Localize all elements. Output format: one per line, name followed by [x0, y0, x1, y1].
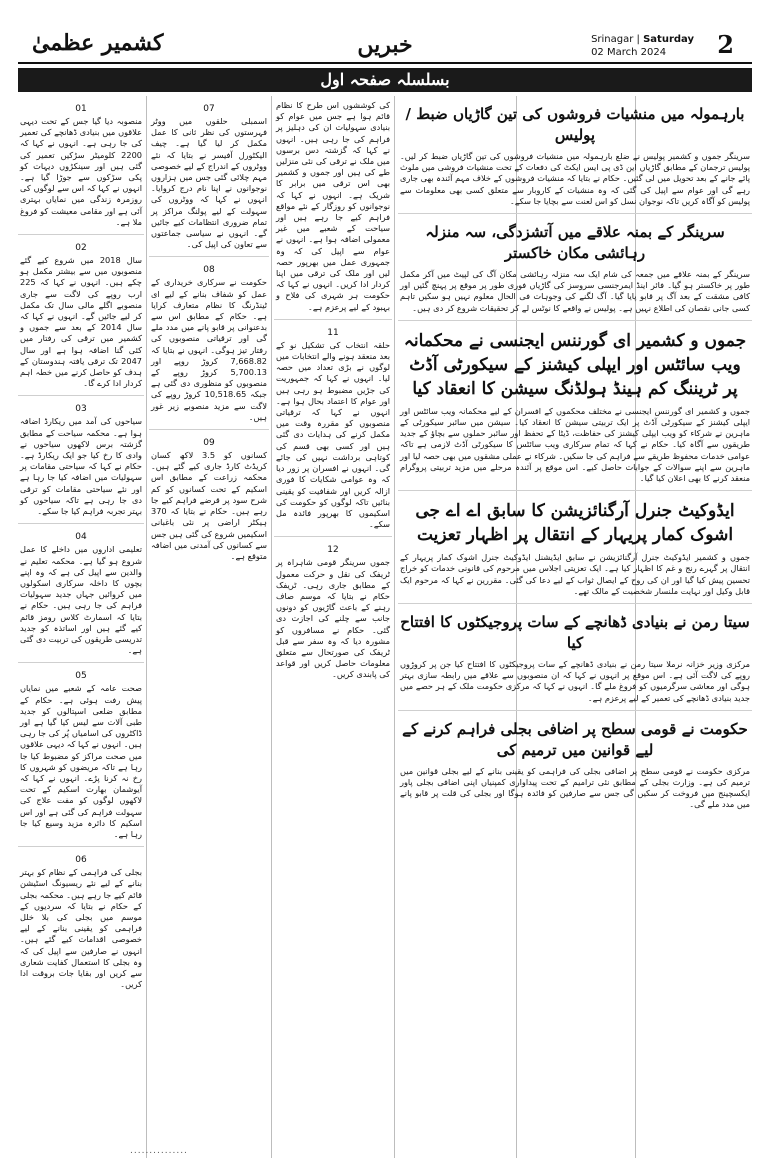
story-body: سرینگر کے بمنہ علاقے میں جمعہ کی شام ایک سہ منزلہ رہائشی مکان آگ کی لپیٹ میں آکر مکمل طور پر خاکستر ہو گیا۔ فائر اینڈ ایمرجنسی سروسز کی گاڑیاں فوری طور پر موقع پر پہنچ گئیں اور کافی مشقت کے بعد آگ پر قابو پایا گیا۔ آگ لگنے کی وجوہات فی الحال معلوم نہیں ہو سکیں تاہم کسی جانی نقصان کی اطلاع نہیں ہے۔ پولیس نے واقعے کا نوٹس لے کر تحقیقات شروع کر دی ہیں۔: [400, 269, 750, 313]
story-number: 04: [75, 532, 87, 543]
continued-story: [149, 96, 269, 256]
page-number: 2: [717, 30, 734, 59]
continued-story: [18, 662, 144, 846]
story-number: 01: [75, 104, 87, 114]
newspaper-logo: کشمیر عظمیٰ: [32, 30, 164, 56]
story-body: اسمبلی حلقوں میں ووٹر فہرستوں کی نظر ثانی کا عمل مکمل کر لیا گیا ہے۔ چیف الیکٹورل آفیسر نے بتایا کہ نئے ووٹروں کے اندراج کے لیے خصوصی مہم چلائی گئی جس میں ہزاروں نوجوانوں نے اپنا نام درج کروایا۔ انہوں نے کہا کہ ووٹروں کی سہولت کے لیے پولنگ مراکز پر تمام ضروری انتظامات کیے جائیں گے۔ انہوں نے سیاسی جماعتوں سے تعاون کی اپیل کی۔: [151, 116, 267, 250]
story-body: منصوبہ دیا گیا جس کے تحت دیہی علاقوں میں بنیادی ڈھانچے کی تعمیر کی جا رہی ہے۔ انہوں نے کہا کہ 2200 کلومیٹر سڑکیں تعمیر کی گئی ہیں اور سینکڑوں دیہات کو پکی سڑکوں سے جوڑا گیا ہے۔ انہوں نے کہا کہ اس سے لوگوں کی روزمرہ زندگی میں نمایاں بہتری آئی ہے اور مقامی معیشت کو فروغ ملا ہے۔: [20, 116, 142, 227]
story-headline: سیتا رمن نے بنیادی ڈھانچے کے سات پروجیکٹوں کا افتتاح کیا: [400, 613, 750, 653]
columns-area: [18, 96, 752, 1158]
story-headline: سرینگر کے بمنہ علاقے میں آتشزدگی، سہ منزلہ رہائشی مکان خاکستر: [425, 223, 725, 263]
story: [398, 213, 752, 320]
story-body: کی کوششوں اس طرح کا نظام قائم ہوا ہے جس میں عوام کو بنیادی سہولیات ان کی دہلیز پر فراہم کی جا رہی ہیں۔ انہوں نے کہا کہ گزشتہ دس برسوں میں ملک نے ترقی کی نئی منزلیں طے کی ہیں اور جموں و کشمیر بھی اس ترقی میں برابر کا شریک ہے۔ انہوں نے کہا کہ نوجوانوں کو روزگار کے نئے مواقع فراہم کیے جا رہے ہیں اور سیاحت کے شعبے میں غیر معمولی اضافہ ہوا ہے۔ انہوں نے عوام سے اپیل کی کہ وہ جمہوری عمل میں بھرپور حصہ لیں اور ملک کی ترقی میں اپنا کردار ادا کریں۔ انہوں نے کہا کہ حکومت ہر شہری کی فلاح و بہبود کے لیے پرعزم ہے۔: [276, 100, 390, 312]
continued-banner: بسلسلہ صفحہ اول: [18, 68, 752, 92]
story-headline: حکومت نے قومی سطح پر اضافی بجلی فراہم کرنے کے لیے قوانین میں ترمیم کی: [402, 719, 748, 759]
footer-row: [18, 1148, 752, 1158]
continued-story: [18, 96, 144, 234]
continued-story: [274, 536, 392, 686]
story-body: تعلیمی اداروں میں داخلے کا عمل شروع ہو گیا ہے۔ محکمہ تعلیم نے والدین سے اپیل کی ہے کہ وہ اپنے بچوں کا داخلہ سرکاری اسکولوں میں کروائیں جہاں جدید سہولیات فراہم کی جا رہی ہیں۔ حکام نے بتایا کہ اسمارٹ کلاس رومز قائم کیے گئے ہیں اور اساتذہ کو جدید تدریسی طریقوں کی تربیت دی گئی ہے۔: [20, 544, 142, 656]
story: [398, 710, 752, 817]
main-stories-column: [398, 96, 752, 1158]
story-number: 11: [327, 327, 339, 338]
story-number: 09: [203, 438, 215, 449]
story-body: جموں و کشمیر ایڈوکیٹ جنرل آرگنائزیشن نے سابق ایڈیشنل ایڈوکیٹ جنرل اشوک کمار پریہار کے انتقال پر گہرے رنج و غم کا اظہار کیا ہے۔ ایک تعزیتی اجلاس میں مرحوم کی قانونی خدمات کو خراج تحسین پیش کیا گیا اور ان کی روح کے ایصال ثواب کے لیے دعا کی گئی۔ مقررین نے کہا کہ مرحوم ایک قابل وکیل اور نہایت ملنسار شخصیت کے مالک تھے۔: [400, 552, 750, 596]
story-number: 07: [203, 104, 215, 114]
footer-dots: ...............: [130, 1146, 188, 1156]
story-body: سیاحوں کی آمد میں ریکارڈ اضافہ ہوا ہے۔ محکمہ سیاحت کے مطابق گزشتہ برس لاکھوں سیاحوں نے وادی کا رخ کیا جو ایک ریکارڈ ہے۔ حکام نے کہا کہ سیاحتی مقامات پر سہولیات میں اضافہ کیا جا رہا ہے اور نئے سیاحتی مقامات کو ترقی دی جا رہی ہے تاکہ سیاحوں کو بہتر تجربہ فراہم کیا جا سکے۔: [20, 416, 142, 517]
story-body: حلقہ انتخاب کی تشکیل نو کے بعد منعقد ہونے والے انتخابات میں لوگوں نے بڑی تعداد میں حصہ لیا۔ انہوں نے کہا کہ جمہوریت کی جڑیں مضبوط ہو رہی ہیں اور عوام کا اعتماد بحال ہوا ہے۔ انہوں نے کہا کہ ترقیاتی منصوبوں کو مقررہ وقت میں مکمل کرنے کی ہدایات دی گئی ہیں اور کسی بھی قسم کی کوتاہی برداشت نہیں کی جائے گی۔ انہوں نے افسران پر زور دیا کہ وہ عوامی شکایات کا فوری ازالہ کریں اور شفافیت کو یقینی بنائیں تاکہ لوگوں کو حکومت کی اسکیموں کا بھرپور فائدہ مل سکے۔: [276, 339, 390, 530]
dateline-city: Srinagar: [591, 34, 634, 45]
story-body: جموں سرینگر قومی شاہراہ پر ٹریفک کی نقل و حرکت معمول کے مطابق جاری رہی۔ ٹریفک حکام نے بتایا کہ موسم صاف رہنے کے باعث گاڑیوں کو دونوں جانب سے چلنے کی اجازت دی گئی۔ حکام نے مسافروں کو مشورہ دیا کہ وہ سفر سے قبل ٹریفک کی صورتحال سے متعلق معلومات حاصل کریں اور قواعد کی پابندی کریں۔: [276, 557, 390, 680]
story-headline: ایڈوکیٹ جنرل آرگنائزیشن کا سابق اے اے جی اشوک کمار پریہار کے انتقال پر اظہار تعزیت: [415, 501, 735, 546]
story-body: سال 2018 میں شروع کیے گئے منصوبوں میں سے بیشتر مکمل ہو چکے ہیں۔ انہوں نے کہا کہ 225 ارب روپے کی لاگت سے جاری منصوبے اگلے مالی سال تک مکمل کر لیے جائیں گے۔ انہوں نے کہا کہ سال 2014 کے بعد سے جموں و کشمیر میں ترقی کی رفتار میں کئی گنا اضافہ ہوا ہے اور سال 2047 تک ترقی یافتہ ہندوستان کے ہدف کو حاصل کرنے میں خطہ اہم کردار ادا کرے گا۔: [20, 255, 142, 389]
masthead: [18, 0, 752, 64]
story-number: 02: [75, 243, 87, 254]
continued-story: [149, 429, 269, 568]
continued-story: [274, 96, 392, 319]
story: [398, 603, 752, 710]
story-body: مرکزی حکومت نے قومی سطح پر اضافی بجلی کی فراہمی کو یقینی بنانے کے لیے بجلی قوانین میں ترمیم کی ہے۔ وزارت بجلی کے مطابق نئی ترامیم کے تحت پیداواری کمپنیاں اپنی اضافی بجلی پاور ایکسچینج میں فروخت کر سکیں گی جس سے صارفین کو فائدہ ہوگا اور بجلی کی قلت پر قابو پانے میں مدد ملے گی۔: [400, 765, 750, 810]
story-number: 05: [75, 671, 87, 682]
story-body: بجلی کی فراہمی کے نظام کو بہتر بنانے کے لیے نئے ریسیونگ اسٹیشن قائم کیے جا رہے ہیں۔ محکمہ بجلی کے حکام نے بتایا کہ سردیوں کے موسم میں بجلی کی بلا خلل فراہمی کو یقینی بنانے کے لیے خصوصی اقدامات کیے گئے ہیں۔ انہوں نے صارفین سے اپیل کی کہ وہ بجلی کا استعمال کفایت شعاری سے کریں اور بقایا جات بروقت ادا کریں۔: [20, 867, 142, 990]
story-number: 08: [203, 265, 215, 276]
dateline-date: 02 March 2024: [591, 47, 667, 58]
continued-story: [18, 523, 144, 662]
continued-story: [18, 846, 144, 996]
story-number: 06: [75, 855, 87, 866]
continued-column-4: [149, 96, 269, 1158]
story: [398, 490, 752, 603]
continued-column-3: [274, 96, 392, 1158]
continued-story: [18, 395, 144, 523]
story-body: صحت عامہ کے شعبے میں نمایاں پیش رفت ہوئی ہے۔ حکام کے مطابق ضلعی اسپتالوں کو جدید طبی آلات سے لیس کیا گیا ہے اور ڈاکٹروں کی اسامیاں پُر کی جا رہی ہیں۔ انہوں نے کہا کہ دیہی علاقوں میں صحت مراکز کو مضبوط کیا جا رہا ہے تاکہ مریضوں کو شہروں کا رخ نہ کرنا پڑے۔ انہوں نے کہا کہ آیوشمان بھارت اسکیم کے تحت لاکھوں لوگوں کو مفت علاج کی سہولت فراہم کی گئی ہے اور اس اسکیم کا دائرہ مزید وسیع کیا جا رہا ہے۔: [20, 683, 142, 839]
story-body: جموں و کشمیر ای گورننس ایجنسی نے مختلف محکموں کے افسران کے لیے محکمانہ ویب سائٹس اور ایپلی کیشنز کے سیکورٹی آڈٹ پر ایک تربیتی سیشن کا انعقاد کیا۔ سیشن میں سائبر سیکورٹی کے ماہرین نے شرکاء کو ویب ایپلی کیشنز کی حفاظت، ڈیٹا کے تحفظ اور سائبر حملوں سے بچاؤ کے جدید طریقوں سے آگاہ کیا۔ حکام نے کہا کہ تمام سرکاری ویب سائٹس کا سیکورٹی آڈٹ لازمی ہے تاکہ عوامی خدمات محفوظ طریقے سے فراہم کی جا سکیں۔ شرکاء نے عملی مشقوں میں بھی حصہ لیا اور ماہرین سے اپنے سوالات کے جوابات حاصل کیے۔ اس موقع پر آئندہ مرحلے میں مزید تربیتی پروگرام منعقد کرنے کا بھی اعلان کیا گیا۔: [400, 405, 750, 484]
story-body: کسانوں کو 3.5 لاکھ کسان کریڈٹ کارڈ جاری کیے گئے ہیں۔ محکمہ زراعت کے مطابق اس اسکیم کے تحت کسانوں کو کم شرح سود پر قرضے فراہم کیے جا رہے ہیں۔ حکام نے بتایا کہ 370 ہیکٹر اراضی پر نئی باغبانی اسکیمیں شروع کی گئی ہیں جس سے کسانوں کی آمدنی میں اضافہ متوقع ہے۔: [151, 450, 267, 561]
continued-story: [149, 256, 269, 429]
story-body: حکومت نے سرکاری خریداری کے عمل کو شفاف بنانے کے لیے ای ٹینڈرنگ کا نظام متعارف کرایا ہے۔ حکام کے مطابق اس سے بدعنوانی پر قابو پانے میں مدد ملے گی اور ترقیاتی منصوبوں کی رفتار تیز ہوگی۔ انہوں نے بتایا کہ 7,668.82 کروڑ روپے اور 5,700.13 کروڑ روپے کے منصوبوں کو منظوری دی گئی ہے جبکہ 10,518.65 کروڑ روپے کی لاگت سے مزید منصوبے زیر غور ہیں۔: [151, 277, 267, 422]
story-number: 12: [327, 545, 339, 556]
continued-story: [274, 319, 392, 536]
story: [398, 320, 752, 490]
story: [398, 96, 752, 213]
continued-story: [18, 234, 144, 395]
story-number: 03: [75, 404, 87, 415]
continued-column-5: [18, 96, 144, 1158]
story-body: مرکزی وزیر خزانہ نرملا سیتا رمن نے بنیادی ڈھانچے کے سات پروجیکٹوں کا افتتاح کیا جن پر کروڑوں روپے کی لاگت آئی ہے۔ اس موقع پر انہوں نے کہا کہ ان منصوبوں سے علاقے میں رابطہ سازی بہتر ہوگی اور معاشی سرگرمیوں کو فروغ ملے گا۔ انہوں نے کہا کہ مرکزی حکومت ملک کے ہر حصے میں جدید بنیادی ڈھانچے کی تعمیر کے لیے پرعزم ہے۔: [400, 659, 750, 703]
dateline: Srinagar | Saturday 02 March 2024: [591, 34, 694, 58]
story-headline: بارہمولہ میں منشیات فروشوں کی تین گاڑیاں ضبط / پولیس: [405, 105, 745, 144]
story-headline: جموں و کشمیر ای گورننس ایجنسی نے محکمانہ ویب سائٹس اور ایپلی کیشنز کے سیکورٹی آڈٹ پر ٹریننگ کم ہینڈ ہولڈنگ سیشن کا انعقاد کیا: [403, 330, 747, 399]
section-title: خبریں: [357, 32, 413, 58]
story-body: سرینگر جموں و کشمیر پولیس نے ضلع بارہمولہ میں منشیات فروشوں کی تین گاڑیاں ضبط کر لیں۔ پولیس ترجمان کے مطابق گاڑیاں این ڈی پی ایس ایکٹ کی دفعات کے تحت منشیات فروشی میں ملوث پائے جانے کے بعد تحویل میں لی گئیں۔ حکام نے بتایا کہ منشیات فروشوں کے خلاف مہم آئندہ بھی جاری رہے گی اور عوام سے اپیل کی گئی کہ وہ منشیات کے کاروبار سے متعلق کسی بھی معلومات سے پولیس کو آگاہ کریں تاکہ نوجوان نسل کو اس لعنت سے بچایا جا سکے۔: [400, 151, 750, 206]
dateline-day: Saturday: [643, 34, 694, 45]
